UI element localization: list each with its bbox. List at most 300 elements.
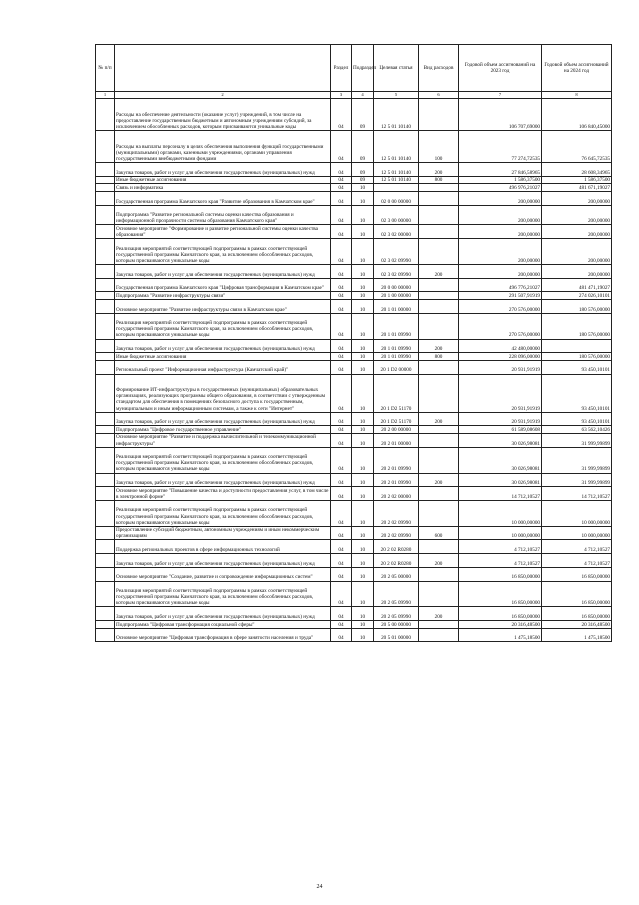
section-cell: 04 [331,265,352,279]
section-cell: 04 [331,628,352,642]
volume-2024-cell: 180 576,00000 [542,300,612,314]
expense-type-cell [419,581,459,607]
subsection-cell: 10 [352,184,374,192]
volume-2024-cell: 106 840,45000 [542,99,612,131]
expense-type-cell: 200 [419,473,459,487]
table-row [96,353,612,361]
row-number-cell [96,313,115,339]
subsection-cell: 10 [352,567,374,581]
expense-name-cell: Реализация мероприятий соответствующей подпрограммы в рамках соответствующей государственной программы Камчатского края, за исключением обособленных расходов, которым присваиваются уникальные коды [115,447,331,473]
expense-type-cell [419,292,459,300]
target-article-cell: 02 3 02 09990 [374,239,419,265]
target-article-cell: 20 2 01 09990 [374,447,419,473]
expense-type-cell [419,225,459,239]
volume-2023-cell: 20 931,91919 [459,374,542,412]
expense-name-cell: Связь и информатика [115,184,331,192]
volume-2024-cell: 10 000,00000 [542,500,612,526]
column-number: 1 [96,92,115,99]
expense-name-cell: Подпрограмма "Развитие региональной системы оценки качества образования и информационной прозрачности системы образования Камчатского края" [115,205,331,225]
target-article-cell: 20 1 D2 51170 [374,412,419,426]
target-article-cell: 20 2 02 09990 [374,526,419,540]
expense-type-cell: 200 [419,163,459,177]
target-article-cell: 20 2 00 00000 [374,426,419,434]
volume-2023-cell: 61 589,08608 [459,426,542,434]
target-article-cell: 20 2 02 00000 [374,487,419,501]
subsection-cell: 10 [352,554,374,568]
target-article-cell: 20 1 D2 51170 [374,374,419,412]
section-cell: 04 [331,339,352,353]
expense-name-cell: Закупка товаров, работ и услуг для обеспечения государственных (муниципальных) нужд [115,554,331,568]
expense-type-cell [419,433,459,447]
subsection-cell: 10 [352,433,374,447]
expense-type-cell [419,278,459,292]
subsection-cell: 10 [352,339,374,353]
header-exp-type: Вид расходов [419,45,459,92]
table-row [96,526,612,540]
table-row [96,360,612,374]
volume-2023-cell: 200,00000 [459,191,542,205]
expense-name-cell: Закупка товаров, работ и услуг для обеспечения государственных (муниципальных) нужд [115,265,331,279]
table-row [96,300,612,314]
target-article-cell: 20 2 02 R0280 [374,540,419,554]
volume-2023-cell: 10 000,00000 [459,500,542,526]
volume-2024-cell: 10 000,00000 [542,526,612,540]
table-row [96,278,612,292]
target-article-cell: 20 1 01 09990 [374,313,419,339]
target-article-cell: 20 0 00 00000 [374,278,419,292]
expense-type-cell: 200 [419,607,459,621]
expense-type-cell: 200 [419,339,459,353]
expense-type-cell [419,447,459,473]
expense-type-cell [419,567,459,581]
volume-2024-cell: 93 450,10101 [542,374,612,412]
header-vol-2024: Годовой объем ассигнований на 2024 год [542,45,612,92]
subsection-cell: 10 [352,225,374,239]
volume-2023-cell: 200,00000 [459,265,542,279]
volume-2023-cell: 496 976,21027 [459,184,542,192]
expense-name-cell: Закупка товаров, работ и услуг для обеспечения государственных (муниципальных) нужд [115,607,331,621]
target-article-cell: 20 5 00 00000 [374,621,419,629]
subsection-cell: 09 [352,131,374,163]
expense-name-cell: Закупка товаров, работ и услуг для обеспечения государственных (муниципальных) нужд [115,412,331,426]
section-cell: 04 [331,412,352,426]
expense-type-cell [419,360,459,374]
expense-type-cell [419,628,459,642]
table-row [96,239,612,265]
volume-2024-cell: 31 999,99899 [542,473,612,487]
row-number-cell [96,131,115,163]
table-row [96,225,612,239]
expense-type-cell [419,500,459,526]
subsection-cell: 10 [352,500,374,526]
expense-name-cell: Расходы на обеспечение деятельности (оказание услуг) учреждений, в том числе на предоставление государственным бюджетным и автономным учреждениям субсидий, за исключением обособленных расходов, которым присваиваются уникальные коды [115,99,331,131]
section-cell: 04 [331,163,352,177]
volume-2024-cell: 200,00000 [542,239,612,265]
section-cell: 04 [331,313,352,339]
row-number-cell [96,628,115,642]
table-row [96,607,612,621]
volume-2023-cell: 270 576,00000 [459,313,542,339]
subsection-cell: 10 [352,473,374,487]
row-number-cell [96,447,115,473]
expense-type-cell [419,426,459,434]
table-row [96,292,612,300]
target-article-cell: 12 5 01 10140 [374,163,419,177]
subsection-cell: 10 [352,292,374,300]
column-number: 3 [331,92,352,99]
header-subsection: Подраздел [352,45,374,92]
subsection-cell: 10 [352,621,374,629]
table-row [96,313,612,339]
expense-type-cell [419,99,459,131]
table-row [96,500,612,526]
volume-2024-cell: 200,00000 [542,225,612,239]
column-number: 4 [352,92,374,99]
expense-name-cell: Государственная программа Камчатского края "Развитие образования в Камчатском крае" [115,191,331,205]
expense-name-cell: Закупка товаров, работ и услуг для обеспечения государственных (муниципальных) нужд [115,339,331,353]
target-article-cell: 20 2 01 00000 [374,433,419,447]
expense-type-cell: 200 [419,265,459,279]
section-cell: 04 [331,360,352,374]
expense-name-cell: Поддержка региональных проектов в сфере информационных технологий [115,540,331,554]
section-cell: 04 [331,473,352,487]
row-number-cell [96,163,115,177]
section-cell: 04 [331,205,352,225]
volume-2024-cell: 93 450,10101 [542,360,612,374]
volume-2024-cell: 20 316,48500 [542,621,612,629]
volume-2023-cell: 4 712,10527 [459,540,542,554]
expense-type-cell: 600 [419,526,459,540]
table-row [96,412,612,426]
table-body [96,99,612,642]
expense-type-cell [419,239,459,265]
subsection-cell: 10 [352,581,374,607]
target-article-cell: 02 3 02 00000 [374,225,419,239]
row-number-cell [96,581,115,607]
volume-2024-cell: 180 576,00000 [542,353,612,361]
expense-name-cell: Закупка товаров, работ и услуг для обеспечения государственных (муниципальных) нужд [115,163,331,177]
row-number-cell [96,374,115,412]
page-number: 24 [316,884,323,890]
table-row [96,628,612,642]
volume-2024-cell: 14 712,10527 [542,487,612,501]
row-number-cell [96,487,115,501]
volume-2023-cell: 27 846,58965 [459,163,542,177]
table-row [96,581,612,607]
volume-2023-cell: 42 480,00000 [459,339,542,353]
volume-2023-cell: 14 712,10527 [459,487,542,501]
volume-2023-cell: 228 096,00000 [459,353,542,361]
section-cell: 04 [331,607,352,621]
expense-type-cell: 200 [419,412,459,426]
volume-2024-cell: 200,00000 [542,265,612,279]
expense-type-cell [419,374,459,412]
section-cell: 04 [331,447,352,473]
expense-name-cell: Основное мероприятие "Создание, развитие и сопровождение информационных систем" [115,567,331,581]
subsection-cell: 10 [352,265,374,279]
section-cell: 04 [331,621,352,629]
expense-type-cell: 100 [419,131,459,163]
volume-2024-cell: 93 450,10101 [542,412,612,426]
row-number-cell [96,265,115,279]
row-number-cell [96,353,115,361]
volume-2024-cell: 4 712,10527 [542,540,612,554]
table-row [96,567,612,581]
volume-2023-cell: 16 850,00000 [459,581,542,607]
expense-type-cell [419,313,459,339]
volume-2023-cell: 106 707,69000 [459,99,542,131]
row-number-cell [96,300,115,314]
expense-name-cell: Основное мероприятие "Развитие и поддержка вычислительной и телекоммуникационной инфраструктуры" [115,433,331,447]
table-row [96,433,612,447]
subsection-cell: 10 [352,487,374,501]
subsection-cell: 10 [352,239,374,265]
subsection-cell: 10 [352,374,374,412]
row-number-cell [96,205,115,225]
section-cell: 04 [331,540,352,554]
section-cell: 04 [331,176,352,184]
expense-name-cell: Реализация мероприятий соответствующей подпрограммы в рамках соответствующей государственной программы Камчатского края, за исключением обособленных расходов, которым присваиваются уникальные коды [115,581,331,607]
volume-2024-cell: 16 850,00000 [542,567,612,581]
volume-2023-cell: 20 316,48500 [459,621,542,629]
column-number: 7 [459,92,542,99]
target-article-cell: 20 1 00 00000 [374,292,419,300]
section-cell: 04 [331,99,352,131]
header-vol-2023: Годовой объем ассигнований на 2023 год [459,45,542,92]
volume-2024-cell: 16 850,00000 [542,581,612,607]
row-number-cell [96,540,115,554]
expense-type-cell: 800 [419,176,459,184]
target-article-cell: 20 2 01 09990 [374,473,419,487]
volume-2023-cell: 200,00000 [459,205,542,225]
table-row [96,426,612,434]
volume-2023-cell: 20 931,91919 [459,412,542,426]
volume-2024-cell: 31 999,99899 [542,447,612,473]
table-row [96,487,612,501]
expense-name-cell: Основное мероприятие "Повышение качества и доступности предоставления услуг, в том числе в электронной форме" [115,487,331,501]
expense-name-cell: Подпрограмма "Цифровое государственное управление" [115,426,331,434]
volume-2023-cell: 16 850,00000 [459,607,542,621]
volume-2023-cell: 30 026,98081 [459,473,542,487]
volume-2024-cell: 4 712,10527 [542,554,612,568]
expense-name-cell: Основное мероприятие "Цифровая трансформация в сфере занятости населения и труда" [115,628,331,642]
subsection-cell: 09 [352,99,374,131]
expense-type-cell: 200 [419,554,459,568]
target-article-cell: 20 1 01 09990 [374,353,419,361]
subsection-cell: 10 [352,353,374,361]
target-article-cell: 20 1 D2 00000 [374,360,419,374]
row-number-cell [96,99,115,131]
table-row [96,554,612,568]
section-cell: 04 [331,374,352,412]
volume-2023-cell: 496 776,21027 [459,278,542,292]
target-article-cell: 20 2 05 09990 [374,607,419,621]
row-number-cell [96,225,115,239]
table-row [96,447,612,473]
section-cell: 04 [331,191,352,205]
volume-2024-cell: 1 586,37500 [542,176,612,184]
row-number-cell [96,526,115,540]
table-row [96,540,612,554]
column-number-row [96,92,612,99]
table-row [96,374,612,412]
expense-type-cell [419,184,459,192]
volume-2023-cell: 30 026,98081 [459,447,542,473]
volume-2024-cell: 200,00000 [542,191,612,205]
expense-type-cell [419,540,459,554]
row-number-cell [96,473,115,487]
volume-2024-cell: 481 671,19027 [542,184,612,192]
expense-name-cell: Закупка товаров, работ и услуг для обеспечения государственных (муниципальных) нужд [115,473,331,487]
expense-name-cell: Подпрограмма "Развитие инфраструктуры связи" [115,292,331,300]
row-number-cell [96,292,115,300]
subsection-cell: 10 [352,447,374,473]
expense-name-cell: Основное мероприятие "Развитие инфраструктуры связи в Камчатском крае" [115,300,331,314]
expense-name-cell: Реализация мероприятий соответствующей подпрограммы в рамках соответствующей государственной программы Камчатского края, за исключением обособленных расходов, которым присваиваются уникальные коды [115,500,331,526]
section-cell: 04 [331,526,352,540]
volume-2023-cell: 16 850,00000 [459,567,542,581]
row-number-cell [96,412,115,426]
volume-2023-cell: 1 475,18500 [459,628,542,642]
column-number: 2 [115,92,331,99]
target-article-cell: 20 2 02 R0280 [374,554,419,568]
table-row [96,191,612,205]
budget-table [95,44,612,642]
subsection-cell: 10 [352,628,374,642]
expense-name-cell: Предоставление субсидий бюджетным, автономным учреждениям и иным некоммерческим организациям [115,526,331,540]
row-number-cell [96,239,115,265]
volume-2024-cell: 63 562,10426 [542,426,612,434]
subsection-cell: 10 [352,278,374,292]
subsection-cell: 10 [352,313,374,339]
subsection-cell: 10 [352,607,374,621]
target-article-cell: 20 5 01 00000 [374,628,419,642]
subsection-cell: 10 [352,300,374,314]
target-article-cell: 02 3 02 09990 [374,265,419,279]
volume-2024-cell: 76 645,72535 [542,131,612,163]
row-number-cell [96,607,115,621]
target-article-cell: 20 2 05 00000 [374,567,419,581]
section-cell: 04 [331,239,352,265]
expense-name-cell: Формирование ИТ-инфраструктуры в государственных (муниципальных) образовательных организациях, реализующих программы общего образования, в соответствии с утвержденным стандартом для обеспечения в помещениях безопасного доступа к государственным, муниципальным и иным информационным системам, а также к сети "Интернет" [115,374,331,412]
row-number-cell [96,567,115,581]
table-row [96,176,612,184]
target-article-cell [374,184,419,192]
target-article-cell: 20 1 01 00000 [374,300,419,314]
target-article-cell: 02 0 00 00000 [374,191,419,205]
expense-name-cell: Иные бюджетные ассигнования [115,176,331,184]
subsection-cell: 10 [352,191,374,205]
row-number-cell [96,433,115,447]
row-number-cell [96,621,115,629]
expense-type-cell [419,621,459,629]
volume-2023-cell: 30 026,98081 [459,433,542,447]
row-number-cell [96,176,115,184]
section-cell: 04 [331,487,352,501]
expense-type-cell [419,487,459,501]
section-cell: 04 [331,131,352,163]
subsection-cell: 10 [352,426,374,434]
section-cell: 04 [331,184,352,192]
expense-name-cell: Региональный проект "Информационная инфраструктура (Камчатский край)" [115,360,331,374]
section-cell: 04 [331,292,352,300]
expense-name-cell: Расходы на выплаты персоналу в целях обеспечения выполнения функций государственными (муниципальными) органами, казенными учреждениями, органами управления государственными внебюджетными фондами [115,131,331,163]
volume-2024-cell: 274 026,10101 [542,292,612,300]
volume-2023-cell: 20 931,91919 [459,360,542,374]
table-row [96,163,612,177]
section-cell: 04 [331,300,352,314]
target-article-cell: 02 3 00 00000 [374,205,419,225]
volume-2023-cell: 291 507,91919 [459,292,542,300]
expense-name-cell: Государственная программа Камчатского края "Цифровая трансформация в Камчатском крае" [115,278,331,292]
table-row [96,339,612,353]
subsection-cell: 10 [352,205,374,225]
row-number-cell [96,339,115,353]
table-row [96,621,612,629]
volume-2023-cell: 270 576,00000 [459,300,542,314]
subsection-cell: 10 [352,412,374,426]
section-cell: 04 [331,554,352,568]
volume-2024-cell: 16 850,00000 [542,607,612,621]
volume-2023-cell: 200,00000 [459,239,542,265]
header-section: Раздел [331,45,352,92]
expense-name-cell: Подпрограмма "Цифровая трансформация социальной сферы" [115,621,331,629]
expense-name-cell: Основное мероприятие "Формирование и развитие региональной системы оценки качества образования" [115,225,331,239]
target-article-cell: 20 2 05 09990 [374,581,419,607]
subsection-cell: 10 [352,360,374,374]
target-article-cell: 20 1 01 09990 [374,339,419,353]
section-cell: 04 [331,581,352,607]
target-article-cell: 20 2 02 09990 [374,500,419,526]
target-article-cell: 12 5 01 10140 [374,176,419,184]
volume-2023-cell: 200,00000 [459,225,542,239]
table-row [96,99,612,131]
table-row [96,473,612,487]
expense-name-cell: Реализация мероприятий соответствующей подпрограммы в рамках соответствующей государственной программы Камчатского края, за исключением обособленных расходов, которым присваиваются уникальные коды [115,313,331,339]
table-row [96,131,612,163]
subsection-cell: 10 [352,540,374,554]
section-cell: 04 [331,353,352,361]
column-number: 6 [419,92,459,99]
table-row [96,184,612,192]
volume-2023-cell: 4 712,10527 [459,554,542,568]
section-cell: 04 [331,225,352,239]
expense-type-cell [419,191,459,205]
row-number-cell [96,360,115,374]
header-num: № п/п [96,45,115,92]
table-row [96,205,612,225]
expense-name-cell: Иные бюджетные ассигнования [115,353,331,361]
section-cell: 04 [331,278,352,292]
column-number: 5 [374,92,419,99]
expense-type-cell: 800 [419,353,459,361]
row-number-cell [96,184,115,192]
volume-2024-cell: 200,00000 [542,205,612,225]
volume-2023-cell: 1 586,37500 [459,176,542,184]
table-header-row [96,45,612,92]
column-number: 8 [542,92,612,99]
target-article-cell: 12 5 01 10140 [374,131,419,163]
volume-2024-cell: 28 608,34965 [542,163,612,177]
row-number-cell [96,426,115,434]
section-cell: 04 [331,500,352,526]
volume-2023-cell: 10 000,00000 [459,526,542,540]
section-cell: 04 [331,567,352,581]
table-row [96,265,612,279]
volume-2024-cell: 31 999,99899 [542,433,612,447]
section-cell: 04 [331,426,352,434]
row-number-cell [96,500,115,526]
